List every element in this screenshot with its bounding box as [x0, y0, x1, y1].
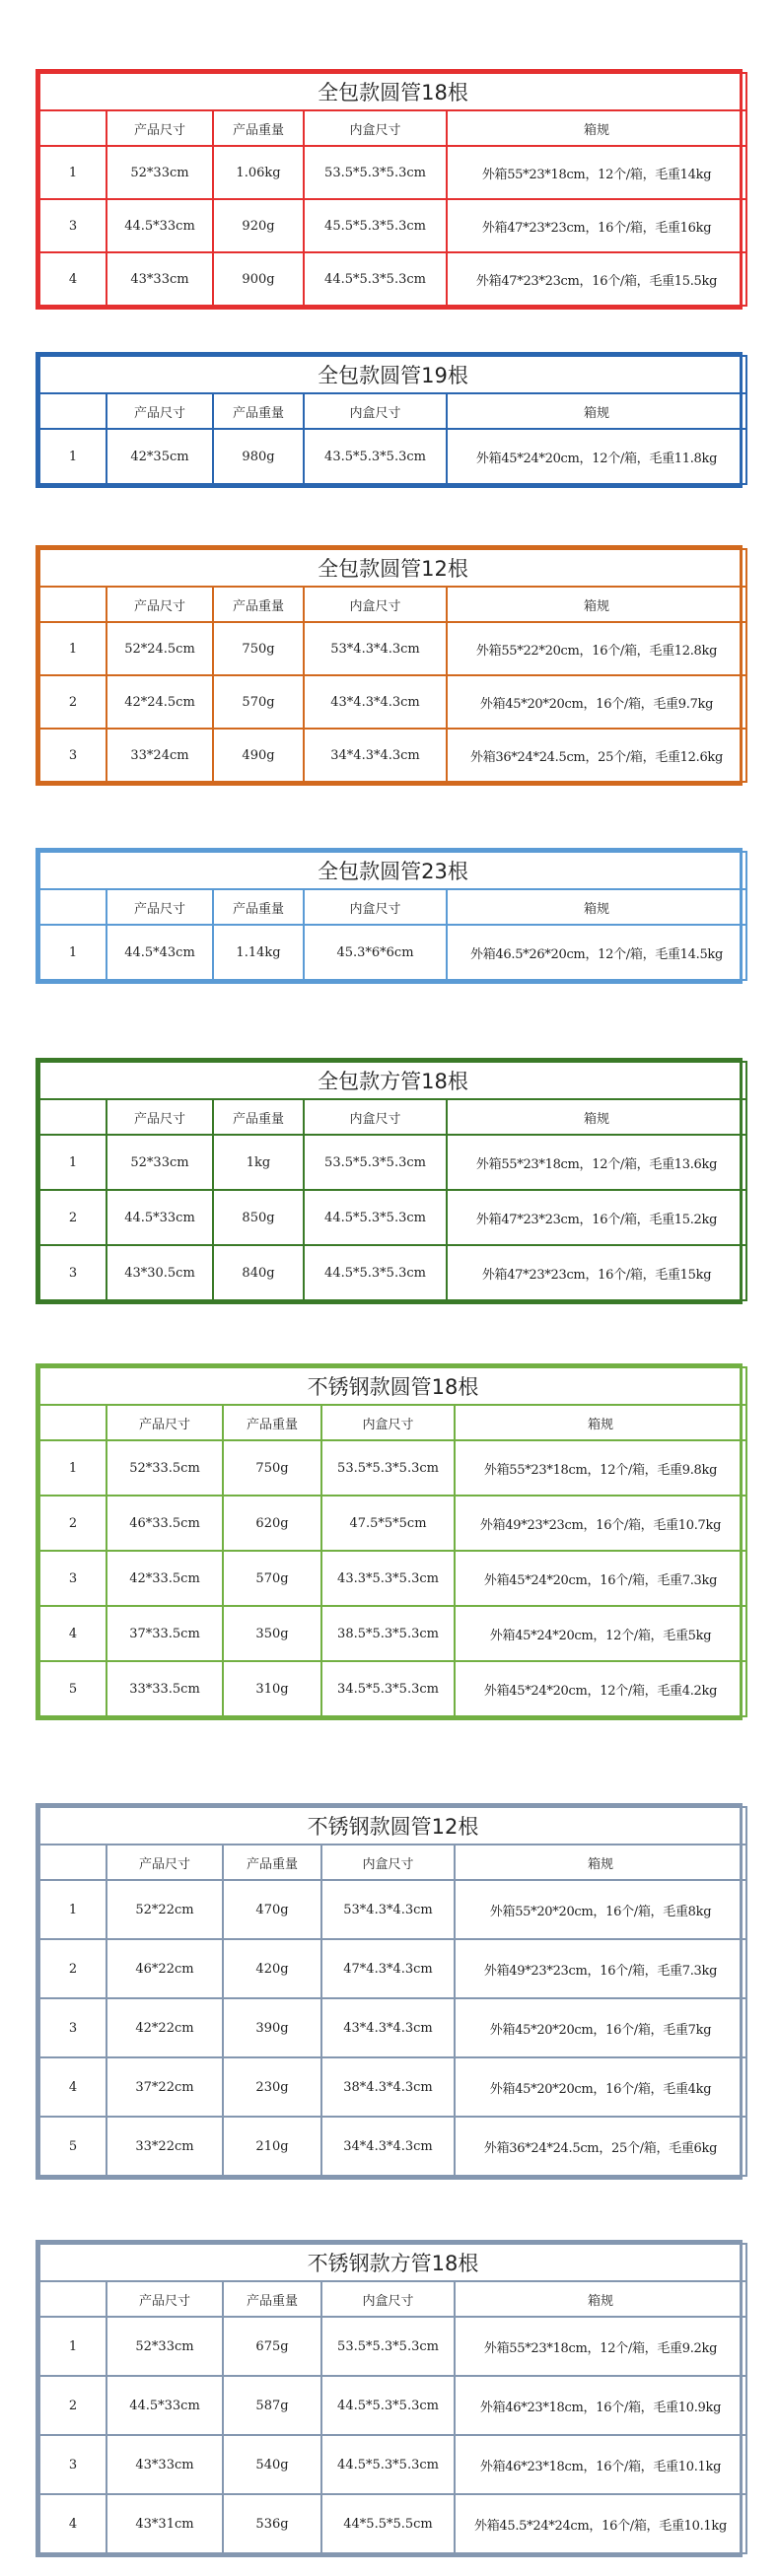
table-row — [39, 1551, 746, 1606]
row-index: 4 — [39, 1606, 106, 1661]
carton-spec: 外箱55*23*18cm，12个/箱，毛重9.8kg — [455, 1440, 746, 1496]
spec-table — [35, 352, 743, 488]
column-header: 产品重量 — [213, 889, 304, 925]
table-title: 全包款圆管18根 — [39, 73, 746, 110]
product-size: 42*24.5cm — [106, 675, 213, 729]
product-weight: 1kg — [213, 1135, 304, 1190]
product-weight: 850g — [213, 1190, 304, 1245]
product-weight: 587g — [223, 2376, 321, 2435]
carton-spec: 外箱47*23*23cm，16个/箱，毛重15.2kg — [447, 1190, 746, 1245]
product-weight: 490g — [213, 729, 304, 782]
product-size: 43*33cm — [106, 2435, 223, 2494]
table-title-row — [39, 1367, 746, 1405]
inner-box-size: 53*4.3*4.3cm — [304, 622, 447, 675]
table-row — [39, 622, 746, 675]
column-header: 产品尺寸 — [106, 889, 213, 925]
row-index: 1 — [39, 1135, 106, 1190]
table-row — [39, 729, 746, 782]
product-size: 37*33.5cm — [106, 1606, 223, 1661]
row-index: 3 — [39, 1245, 106, 1300]
column-header: 产品重量 — [223, 1845, 321, 1880]
product-weight: 570g — [223, 1551, 321, 1606]
table-row — [39, 1661, 746, 1716]
column-header: 产品尺寸 — [106, 2281, 223, 2317]
inner-box-size: 53.5*5.3*5.3cm — [304, 1135, 447, 1190]
table-title: 全包款圆管12根 — [39, 549, 746, 587]
product-weight: 230g — [223, 2057, 321, 2117]
product-weight: 570g — [213, 675, 304, 729]
inner-box-size: 47*4.3*4.3cm — [321, 1939, 455, 1998]
inner-box-size: 43.5*5.3*5.3cm — [304, 429, 447, 484]
table-row — [39, 2494, 746, 2553]
table-title: 不锈钢款方管18根 — [39, 2244, 746, 2281]
row-index: 3 — [39, 199, 106, 252]
row-index: 4 — [39, 2057, 106, 2117]
table-title-row — [39, 549, 746, 587]
product-weight: 980g — [213, 429, 304, 484]
column-header: 产品尺寸 — [106, 393, 213, 429]
header-row — [39, 1845, 746, 1880]
spec-table — [35, 2240, 743, 2557]
column-header: 产品重量 — [223, 2281, 321, 2317]
inner-box-size: 34*4.3*4.3cm — [304, 729, 447, 782]
product-weight: 750g — [223, 1440, 321, 1496]
carton-spec: 外箱47*23*23cm，16个/箱，毛重15kg — [447, 1245, 746, 1300]
product-weight: 390g — [223, 1998, 321, 2057]
table-title-row — [39, 356, 746, 393]
header-row — [39, 110, 746, 146]
product-weight: 1.14kg — [213, 925, 304, 980]
spec-table — [35, 1803, 743, 2180]
inner-box-size: 53*4.3*4.3cm — [321, 1880, 455, 1939]
column-header: 产品重量 — [223, 1405, 321, 1440]
carton-spec: 外箱46.5*26*20cm，12个/箱，毛重14.5kg — [447, 925, 746, 980]
product-weight: 620g — [223, 1496, 321, 1551]
column-header: 箱规 — [447, 889, 746, 925]
carton-spec: 外箱55*22*20cm，16个/箱，毛重12.8kg — [447, 622, 746, 675]
column-header: 内盒尺寸 — [304, 393, 447, 429]
column-header: 产品重量 — [213, 587, 304, 622]
table-title: 全包款圆管19根 — [39, 356, 746, 393]
inner-box-size: 43*4.3*4.3cm — [321, 1998, 455, 2057]
table-row — [39, 146, 746, 199]
table-title: 全包款圆管23根 — [39, 852, 746, 889]
inner-box-size: 47.5*5*5cm — [321, 1496, 455, 1551]
carton-spec: 外箱45*20*20cm，16个/箱，毛重9.7kg — [447, 675, 746, 729]
product-size: 43*33cm — [106, 252, 213, 306]
carton-spec: 外箱45*24*20cm，12个/箱，毛重4.2kg — [455, 1661, 746, 1716]
product-weight: 540g — [223, 2435, 321, 2494]
table-row — [39, 1190, 746, 1245]
column-header: 内盒尺寸 — [304, 110, 447, 146]
header-row — [39, 587, 746, 622]
carton-spec: 外箱47*23*23cm，16个/箱，毛重15.5kg — [447, 252, 746, 306]
table-row — [39, 1606, 746, 1661]
column-header: 箱规 — [447, 587, 746, 622]
product-size: 52*33cm — [106, 1135, 213, 1190]
row-index: 4 — [39, 252, 106, 306]
row-index: 5 — [39, 1661, 106, 1716]
row-index: 3 — [39, 1551, 106, 1606]
table-row — [39, 1939, 746, 1998]
row-index: 4 — [39, 2494, 106, 2553]
table-title: 不锈钢款圆管18根 — [39, 1367, 746, 1405]
product-size: 52*24.5cm — [106, 622, 213, 675]
inner-box-size: 45.5*5.3*5.3cm — [304, 199, 447, 252]
table-row — [39, 1880, 746, 1939]
carton-spec: 外箱45.5*24*24cm，16个/箱，毛重10.1kg — [455, 2494, 746, 2553]
table-title: 不锈钢款圆管12根 — [39, 1807, 746, 1845]
table-row — [39, 2317, 746, 2376]
column-header: 箱规 — [455, 1405, 746, 1440]
row-index: 2 — [39, 1939, 106, 1998]
product-size: 44.5*33cm — [106, 2376, 223, 2435]
row-index: 2 — [39, 675, 106, 729]
product-size: 42*35cm — [106, 429, 213, 484]
inner-box-size: 38.5*5.3*5.3cm — [321, 1606, 455, 1661]
table-row — [39, 429, 746, 484]
spec-table — [35, 545, 743, 786]
inner-box-size: 44.5*5.3*5.3cm — [304, 1190, 447, 1245]
product-size: 46*22cm — [106, 1939, 223, 1998]
carton-spec: 外箱46*23*18cm，16个/箱，毛重10.9kg — [455, 2376, 746, 2435]
carton-spec: 外箱36*24*24.5cm，25个/箱，毛重6kg — [455, 2117, 746, 2176]
spec-table — [35, 848, 743, 984]
inner-box-size: 45.3*6*6cm — [304, 925, 447, 980]
column-header: 产品尺寸 — [106, 1099, 213, 1135]
inner-box-size: 44.5*5.3*5.3cm — [321, 2376, 455, 2435]
table-row — [39, 1440, 746, 1496]
inner-box-size: 43*4.3*4.3cm — [304, 675, 447, 729]
inner-box-size: 53.5*5.3*5.3cm — [321, 2317, 455, 2376]
header-row — [39, 393, 746, 429]
carton-spec: 外箱55*23*18cm，12个/箱，毛重14kg — [447, 146, 746, 199]
header-row — [39, 889, 746, 925]
column-header: 内盒尺寸 — [304, 889, 447, 925]
column-header: 箱规 — [447, 393, 746, 429]
row-index: 1 — [39, 146, 106, 199]
table-row — [39, 2435, 746, 2494]
column-header: 箱规 — [447, 1099, 746, 1135]
row-index: 1 — [39, 1440, 106, 1496]
column-header — [39, 1405, 106, 1440]
carton-spec: 外箱36*24*24.5cm，25个/箱，毛重12.6kg — [447, 729, 746, 782]
table-row — [39, 252, 746, 306]
row-index: 1 — [39, 1880, 106, 1939]
product-weight: 675g — [223, 2317, 321, 2376]
inner-box-size: 34.5*5.3*5.3cm — [321, 1661, 455, 1716]
carton-spec: 外箱45*24*20cm，16个/箱，毛重7.3kg — [455, 1551, 746, 1606]
row-index: 2 — [39, 1190, 106, 1245]
inner-box-size: 53.5*5.3*5.3cm — [304, 146, 447, 199]
carton-spec: 外箱49*23*23cm，16个/箱，毛重7.3kg — [455, 1939, 746, 1998]
table-row — [39, 675, 746, 729]
column-header: 内盒尺寸 — [304, 1099, 447, 1135]
column-header: 内盒尺寸 — [321, 1845, 455, 1880]
column-header — [39, 587, 106, 622]
product-weight: 1.06kg — [213, 146, 304, 199]
spec-table — [35, 1058, 743, 1304]
inner-box-size: 38*4.3*4.3cm — [321, 2057, 455, 2117]
carton-spec: 外箱55*20*20cm，16个/箱，毛重8kg — [455, 1880, 746, 1939]
table-row — [39, 2376, 746, 2435]
table-title-row — [39, 1062, 746, 1099]
carton-spec: 外箱49*23*23cm，16个/箱，毛重10.7kg — [455, 1496, 746, 1551]
product-weight: 350g — [223, 1606, 321, 1661]
row-index: 3 — [39, 729, 106, 782]
column-header — [39, 1845, 106, 1880]
inner-box-size: 53.5*5.3*5.3cm — [321, 1440, 455, 1496]
row-index: 3 — [39, 1998, 106, 2057]
column-header: 产品重量 — [213, 1099, 304, 1135]
column-header: 箱规 — [455, 2281, 746, 2317]
product-weight: 536g — [223, 2494, 321, 2553]
product-size: 33*22cm — [106, 2117, 223, 2176]
column-header: 产品尺寸 — [106, 1405, 223, 1440]
table-title-row — [39, 2244, 746, 2281]
column-header — [39, 889, 106, 925]
product-weight: 750g — [213, 622, 304, 675]
product-size: 52*33cm — [106, 146, 213, 199]
column-header: 产品尺寸 — [106, 1845, 223, 1880]
product-size: 42*22cm — [106, 1998, 223, 2057]
table-row — [39, 199, 746, 252]
header-row — [39, 1405, 746, 1440]
table-title-row — [39, 852, 746, 889]
carton-spec: 外箱55*23*18cm，12个/箱，毛重9.2kg — [455, 2317, 746, 2376]
row-index: 1 — [39, 429, 106, 484]
column-header: 箱规 — [447, 110, 746, 146]
carton-spec: 外箱55*23*18cm，12个/箱，毛重13.6kg — [447, 1135, 746, 1190]
product-weight: 470g — [223, 1880, 321, 1939]
product-size: 37*22cm — [106, 2057, 223, 2117]
column-header — [39, 393, 106, 429]
table-row — [39, 1135, 746, 1190]
product-weight: 920g — [213, 199, 304, 252]
row-index: 1 — [39, 622, 106, 675]
header-row — [39, 1099, 746, 1135]
inner-box-size: 44*5.5*5.5cm — [321, 2494, 455, 2553]
column-header: 产品尺寸 — [106, 110, 213, 146]
product-size: 52*22cm — [106, 1880, 223, 1939]
table-row — [39, 1496, 746, 1551]
inner-box-size: 44.5*5.3*5.3cm — [321, 2435, 455, 2494]
column-header — [39, 110, 106, 146]
product-size: 44.5*33cm — [106, 1190, 213, 1245]
product-size: 52*33.5cm — [106, 1440, 223, 1496]
product-size: 44.5*43cm — [106, 925, 213, 980]
column-header: 箱规 — [455, 1845, 746, 1880]
product-weight: 310g — [223, 1661, 321, 1716]
carton-spec: 外箱45*24*20cm，12个/箱，毛重5kg — [455, 1606, 746, 1661]
inner-box-size: 44.5*5.3*5.3cm — [304, 1245, 447, 1300]
column-header — [39, 1099, 106, 1135]
carton-spec: 外箱45*20*20cm，16个/箱，毛重7kg — [455, 1998, 746, 2057]
table-row — [39, 1245, 746, 1300]
product-size: 43*30.5cm — [106, 1245, 213, 1300]
product-size: 42*33.5cm — [106, 1551, 223, 1606]
product-size: 33*24cm — [106, 729, 213, 782]
inner-box-size: 34*4.3*4.3cm — [321, 2117, 455, 2176]
product-size: 46*33.5cm — [106, 1496, 223, 1551]
row-index: 1 — [39, 925, 106, 980]
inner-box-size: 44.5*5.3*5.3cm — [304, 252, 447, 306]
product-size: 33*33.5cm — [106, 1661, 223, 1716]
spec-table — [35, 69, 743, 310]
product-size: 52*33cm — [106, 2317, 223, 2376]
column-header — [39, 2281, 106, 2317]
table-row — [39, 2117, 746, 2176]
row-index: 2 — [39, 1496, 106, 1551]
column-header: 内盒尺寸 — [304, 587, 447, 622]
header-row — [39, 2281, 746, 2317]
product-weight: 210g — [223, 2117, 321, 2176]
carton-spec: 外箱46*23*18cm，16个/箱，毛重10.1kg — [455, 2435, 746, 2494]
inner-box-size: 43.3*5.3*5.3cm — [321, 1551, 455, 1606]
table-title-row — [39, 73, 746, 110]
table-title: 全包款方管18根 — [39, 1062, 746, 1099]
row-index: 3 — [39, 2435, 106, 2494]
product-weight: 420g — [223, 1939, 321, 1998]
column-header: 产品重量 — [213, 393, 304, 429]
table-title-row — [39, 1807, 746, 1845]
column-header: 内盒尺寸 — [321, 2281, 455, 2317]
product-size: 44.5*33cm — [106, 199, 213, 252]
product-weight: 900g — [213, 252, 304, 306]
carton-spec: 外箱45*24*20cm，12个/箱，毛重11.8kg — [447, 429, 746, 484]
carton-spec: 外箱47*23*23cm，16个/箱，毛重16kg — [447, 199, 746, 252]
product-size: 43*31cm — [106, 2494, 223, 2553]
column-header: 产品重量 — [213, 110, 304, 146]
row-index: 1 — [39, 2317, 106, 2376]
table-row — [39, 1998, 746, 2057]
spec-table — [35, 1363, 743, 1720]
product-weight: 840g — [213, 1245, 304, 1300]
row-index: 5 — [39, 2117, 106, 2176]
column-header: 产品尺寸 — [106, 587, 213, 622]
column-header: 内盒尺寸 — [321, 1405, 455, 1440]
row-index: 2 — [39, 2376, 106, 2435]
table-row — [39, 925, 746, 980]
table-row — [39, 2057, 746, 2117]
carton-spec: 外箱45*20*20cm，16个/箱，毛重4kg — [455, 2057, 746, 2117]
